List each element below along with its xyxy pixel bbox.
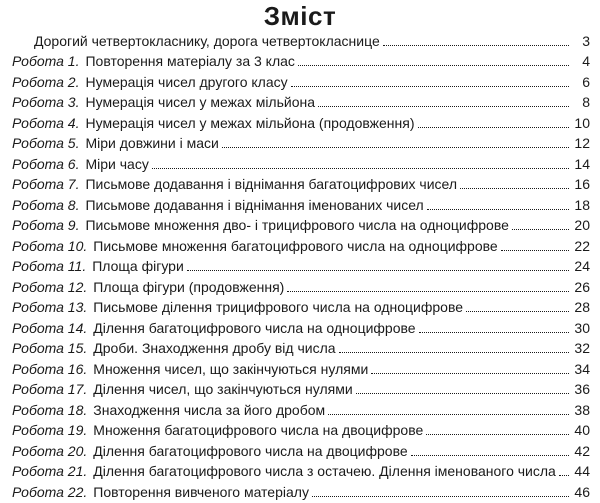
toc-entry-title: Ділення багатоцифрового числа на двоцифрове bbox=[93, 442, 408, 459]
toc-work-number: Робота 12. bbox=[12, 278, 88, 295]
toc-entry-title: Площа фігури (продовження) bbox=[93, 278, 285, 295]
toc-page-number: 24 bbox=[574, 258, 590, 274]
toc-entry-12[interactable] bbox=[12, 274, 590, 295]
toc-work-number: Робота 2. bbox=[12, 73, 80, 90]
toc-entry-3[interactable] bbox=[12, 90, 590, 111]
toc-entry-title: Нумерація чисел у межах мільйона (продовження) bbox=[85, 114, 415, 131]
toc-entry-title: Письмове додавання і віднімання іменованих чисел bbox=[85, 196, 424, 213]
toc-entry-title: Міри довжини і маси bbox=[85, 135, 219, 151]
toc-page-number: 40 bbox=[574, 422, 590, 438]
toc-entry-label bbox=[12, 53, 295, 69]
dot-leader bbox=[287, 290, 569, 292]
toc-page-number: 28 bbox=[574, 299, 590, 315]
dot-leader bbox=[559, 474, 569, 476]
dot-leader bbox=[371, 372, 569, 374]
toc-work-number: Робота 7. bbox=[12, 176, 80, 192]
toc-page-number: 30 bbox=[574, 319, 590, 336]
toc-entry-18[interactable] bbox=[12, 397, 590, 418]
toc-page-number: 20 bbox=[574, 217, 590, 233]
toc-work-number: Робота 16. bbox=[12, 360, 88, 377]
toc-entry-label bbox=[12, 94, 315, 110]
dot-leader bbox=[426, 433, 569, 435]
toc-entry-title: Дроби. Знаходження дробу від числа bbox=[93, 340, 336, 356]
dot-leader bbox=[418, 126, 569, 128]
toc-entry-title: Ділення чисел, що закінчуються нулями bbox=[93, 381, 353, 397]
toc-page-number: 36 bbox=[574, 381, 590, 397]
toc-entry-label bbox=[12, 299, 463, 315]
toc-entry-title: Письмове ділення трицифрового числа на одноцифрове bbox=[93, 299, 464, 315]
toc-entry-title: Ділення багатоцифрового числа на одноцифрове bbox=[93, 319, 416, 336]
toc-entry-label bbox=[12, 443, 408, 459]
toc-entry-label bbox=[12, 484, 309, 500]
toc-page-number: 3 bbox=[582, 32, 590, 49]
toc-page-number: 12 bbox=[574, 135, 590, 151]
dot-leader bbox=[466, 310, 569, 312]
dot-leader bbox=[512, 228, 569, 230]
toc-entry-label bbox=[12, 381, 353, 397]
toc-entry-label bbox=[12, 320, 416, 336]
toc-page-number: 10 bbox=[574, 114, 590, 131]
toc-work-number: Робота 9. bbox=[12, 217, 80, 233]
toc-page-number: 26 bbox=[574, 278, 590, 295]
toc-entry-label bbox=[12, 74, 288, 90]
toc-page-number: 22 bbox=[574, 237, 590, 254]
toc-work-number: Робота 10. bbox=[12, 237, 88, 254]
dot-leader bbox=[427, 208, 569, 210]
toc-entry-label bbox=[12, 279, 284, 295]
toc-entry-5[interactable] bbox=[12, 131, 590, 152]
toc-entry-label bbox=[12, 402, 325, 418]
table-of-contents bbox=[12, 28, 590, 500]
dot-leader bbox=[152, 167, 569, 169]
toc-entry-title: Міри часу bbox=[85, 155, 149, 172]
dot-leader bbox=[318, 105, 569, 107]
toc-work-number: Робота 1. bbox=[12, 53, 80, 69]
toc-entry-title: Нумерація чисел другого класу bbox=[85, 73, 288, 90]
toc-entry-17[interactable] bbox=[12, 377, 590, 398]
dot-leader bbox=[419, 331, 569, 333]
dot-leader bbox=[298, 64, 569, 66]
toc-entry-14[interactable] bbox=[12, 315, 590, 336]
toc-entry-16[interactable] bbox=[12, 356, 590, 377]
toc-entry-title: Знаходження числа за його дробом bbox=[93, 401, 326, 418]
toc-entry-label bbox=[12, 115, 415, 131]
toc-work-number: Робота 18. bbox=[12, 401, 88, 418]
toc-page-number: 46 bbox=[574, 483, 590, 500]
dot-leader bbox=[291, 85, 569, 87]
dot-leader bbox=[460, 187, 569, 189]
toc-work-number: Робота 11. bbox=[12, 258, 87, 274]
toc-entry-13[interactable] bbox=[12, 295, 590, 316]
toc-entry-label bbox=[12, 258, 184, 274]
toc-entry-9[interactable] bbox=[12, 213, 590, 234]
toc-entry-20[interactable] bbox=[12, 438, 590, 459]
toc-entry-11[interactable] bbox=[12, 254, 590, 275]
toc-entry-19[interactable] bbox=[12, 418, 590, 439]
dot-leader bbox=[411, 454, 569, 456]
toc-entry-label bbox=[12, 361, 368, 377]
toc-entry-22[interactable] bbox=[12, 479, 590, 500]
toc-page-number: 8 bbox=[582, 94, 590, 110]
toc-entry-1[interactable] bbox=[12, 49, 590, 70]
toc-entry-7[interactable] bbox=[12, 172, 590, 193]
toc-entry-label bbox=[12, 135, 219, 151]
toc-entry-title: Множення чисел, що закінчуються нулями bbox=[93, 360, 369, 377]
dot-leader bbox=[328, 413, 569, 415]
toc-entry-label bbox=[12, 176, 457, 192]
toc-page-number: 18 bbox=[574, 196, 590, 213]
toc-entry-title: Ділення багатоцифрового числа з остачею. Ділення іменованого числа bbox=[93, 463, 556, 479]
toc-work-number: Робота 19. bbox=[12, 422, 88, 438]
toc-work-number: Робота 14. bbox=[12, 319, 88, 336]
toc-page-number: 32 bbox=[574, 340, 590, 356]
toc-entry-10[interactable] bbox=[12, 233, 590, 254]
toc-page-number: 16 bbox=[574, 176, 590, 192]
toc-entry-label bbox=[12, 340, 336, 356]
toc-work-number: Робота 15. bbox=[12, 340, 88, 356]
toc-page-number: 34 bbox=[574, 360, 590, 377]
toc-work-number: Робота 22. bbox=[12, 483, 88, 500]
toc-work-number: Робота 3. bbox=[12, 94, 80, 110]
toc-entry-title: Площа фігури bbox=[92, 258, 184, 274]
toc-entry-4[interactable] bbox=[12, 110, 590, 131]
toc-entry-title: Повторення матеріалу за 3 клас bbox=[85, 53, 295, 69]
toc-page-number: 44 bbox=[574, 463, 590, 479]
dot-leader bbox=[383, 44, 569, 46]
dot-leader bbox=[501, 249, 569, 251]
toc-entry-title: Множення багатоцифрового числа на двоцифрове bbox=[93, 422, 424, 438]
toc-entry-title: Письмове множення багатоцифрового числа на одноцифрове bbox=[93, 237, 498, 254]
toc-work-number: Робота 8. bbox=[12, 196, 80, 213]
toc-work-number: Робота 13. bbox=[12, 299, 88, 315]
toc-work-number: Робота 5. bbox=[12, 135, 80, 151]
toc-entry-label bbox=[12, 156, 149, 172]
toc-entry-label bbox=[12, 217, 509, 233]
toc-entry-label bbox=[12, 422, 423, 438]
toc-work-number: Робота 21. bbox=[12, 463, 88, 479]
toc-entry-title: Нумерація чисел у межах мільйона bbox=[85, 94, 316, 110]
toc-work-number: Робота 6. bbox=[12, 155, 80, 172]
toc-entry-title: Повторення вивченого матеріалу bbox=[93, 483, 309, 500]
toc-entry-15[interactable] bbox=[12, 336, 590, 357]
dot-leader bbox=[312, 495, 569, 497]
dot-leader bbox=[222, 146, 569, 148]
dot-leader bbox=[187, 269, 569, 271]
toc-work-number: Робота 20. bbox=[12, 442, 88, 459]
toc-entry-6[interactable] bbox=[12, 151, 590, 172]
toc-page-number: 4 bbox=[582, 53, 590, 69]
dot-leader bbox=[356, 392, 569, 394]
toc-page-number: 14 bbox=[574, 155, 590, 172]
toc-page-number: 38 bbox=[574, 401, 590, 418]
toc-entry-title: Письмове додавання і віднімання багатоцифрових чисел bbox=[85, 176, 458, 192]
toc-entry-label bbox=[12, 238, 498, 254]
toc-entry-title: Дорогий четвертокласнику, дорога четвертокласнице bbox=[34, 32, 380, 49]
toc-page-number: 6 bbox=[582, 73, 590, 90]
toc-entry-title: Письмове множення дво- і трицифрового числа на одноцифрове bbox=[85, 217, 509, 233]
dot-leader bbox=[339, 351, 569, 353]
toc-entry-8[interactable] bbox=[12, 192, 590, 213]
toc-entry-2[interactable] bbox=[12, 69, 590, 90]
toc-entry-intro[interactable] bbox=[12, 28, 590, 49]
toc-work-number: Робота 17. bbox=[12, 381, 88, 397]
toc-page-number: 42 bbox=[574, 442, 590, 459]
toc-work-number: Робота 4. bbox=[12, 114, 80, 131]
toc-entry-21[interactable] bbox=[12, 459, 590, 480]
toc-entry-label bbox=[12, 463, 556, 479]
page-title: Зміст bbox=[263, 1, 337, 31]
toc-entry-label bbox=[12, 197, 424, 213]
